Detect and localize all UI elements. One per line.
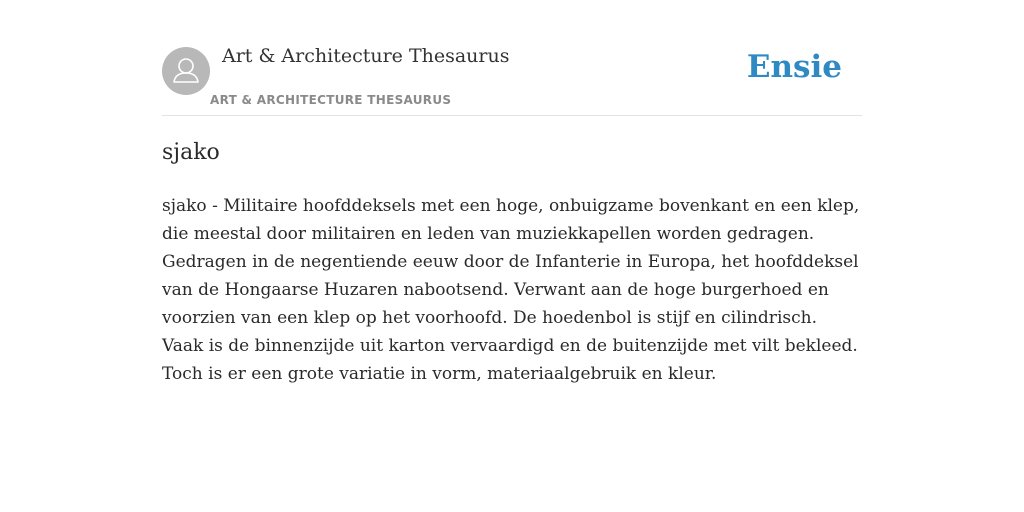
brand-logo[interactable]: Ensie [746,49,842,85]
source-subtitle: ART & ARCHITECTURE THESAURUS [210,93,452,107]
entry-header [162,40,862,116]
avatar[interactable] [162,47,210,95]
source-title[interactable]: Art & Architecture Thesaurus [222,45,510,67]
user-silhouette-icon [162,47,210,95]
entry-term: sjako [162,140,220,165]
entry-definition: sjako - Militaire hoofddeksels met een hoge, onbuigzame bovenkant en een klep, die meestal door militairen en leden van muziekkapellen worden gedragen. Gedragen in de negentiende eeuw door de Infanterie in Europa, het hoofddeksel van de Hongaarse Huzaren nabootsend. Verwant aan de hoge burgerhoed en voorzien van een klep op het voorhoofd. De hoedenbol is stijf en cilindrisch. Vaak is de binnenzijde uit karton vervaardigd en de buitenzijde met vilt bekleed. Toch is er een grote variatie in vorm, materiaalgebruik en kleur. [162,196,860,384]
